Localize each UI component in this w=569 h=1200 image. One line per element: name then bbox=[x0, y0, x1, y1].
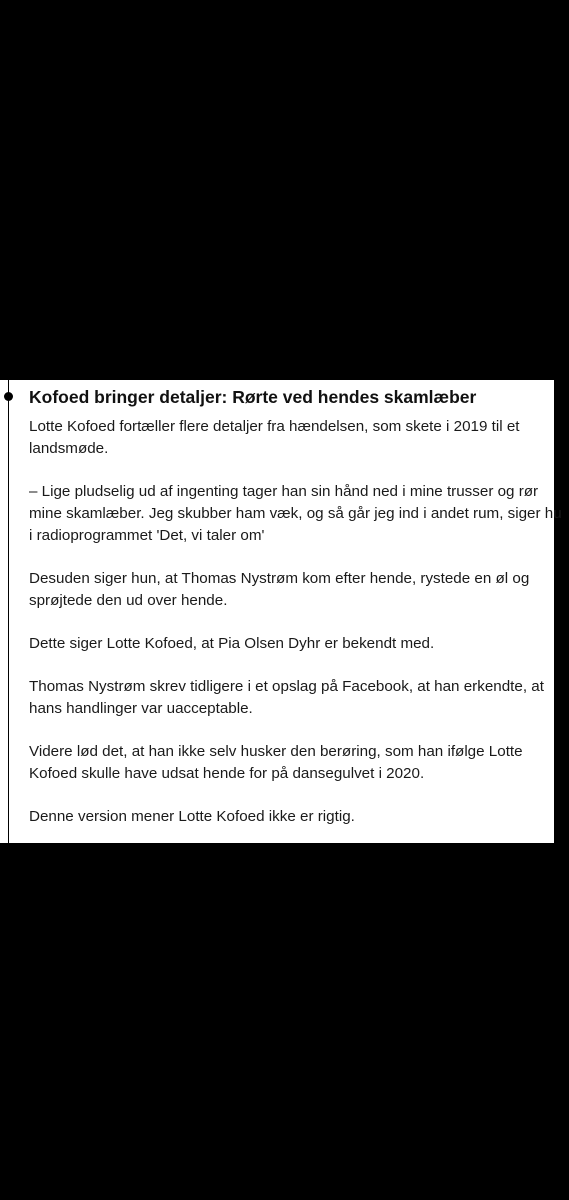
article-card bbox=[0, 380, 562, 843]
paragraph-3: Desuden siger hun, at Thomas Nystrøm kom efter hende, rystede en øl og sprøjtede den ud over hende. bbox=[29, 570, 530, 609]
timeline-line bbox=[8, 380, 9, 843]
timeline-dot-icon bbox=[4, 392, 13, 401]
paragraph-6: Videre lød det, at han ikke selv husker den berøring, som han ifølge Lotte Kofoed skulle have udsat hende for på dansegulvet i 2020. bbox=[29, 743, 523, 782]
top-black-area bbox=[0, 0, 554, 380]
paragraph-7: Denne version mener Lotte Kofoed ikke er rigtig. bbox=[29, 808, 355, 825]
paragraph-1: Lotte Kofoed fortæller flere detaljer fra hændelsen, som skete i 2019 til et landsmøde. bbox=[29, 418, 520, 457]
article-body bbox=[29, 416, 569, 914]
article-headline: Kofoed bringer detaljer: Rørte ved hendes skamlæber bbox=[29, 387, 477, 407]
bottom-black-area bbox=[0, 843, 554, 1200]
paragraph-2-quote: – Lige pludselig ud af ingenting tager han sin hånd ned i mine trusser og rør mine skamlæber. Jeg skubber ham væk, og så går jeg ind i andet rum, siger hu i radioprogrammet 'Det, vi taler om' bbox=[29, 483, 562, 544]
paragraph-4: Dette siger Lotte Kofoed, at Pia Olsen Dyhr er bekendt med. bbox=[29, 635, 435, 652]
paragraph-5: Thomas Nystrøm skrev tidligere i et opslag på Facebook, at han erkendte, at hans handlinger var uacceptable. bbox=[29, 678, 544, 717]
